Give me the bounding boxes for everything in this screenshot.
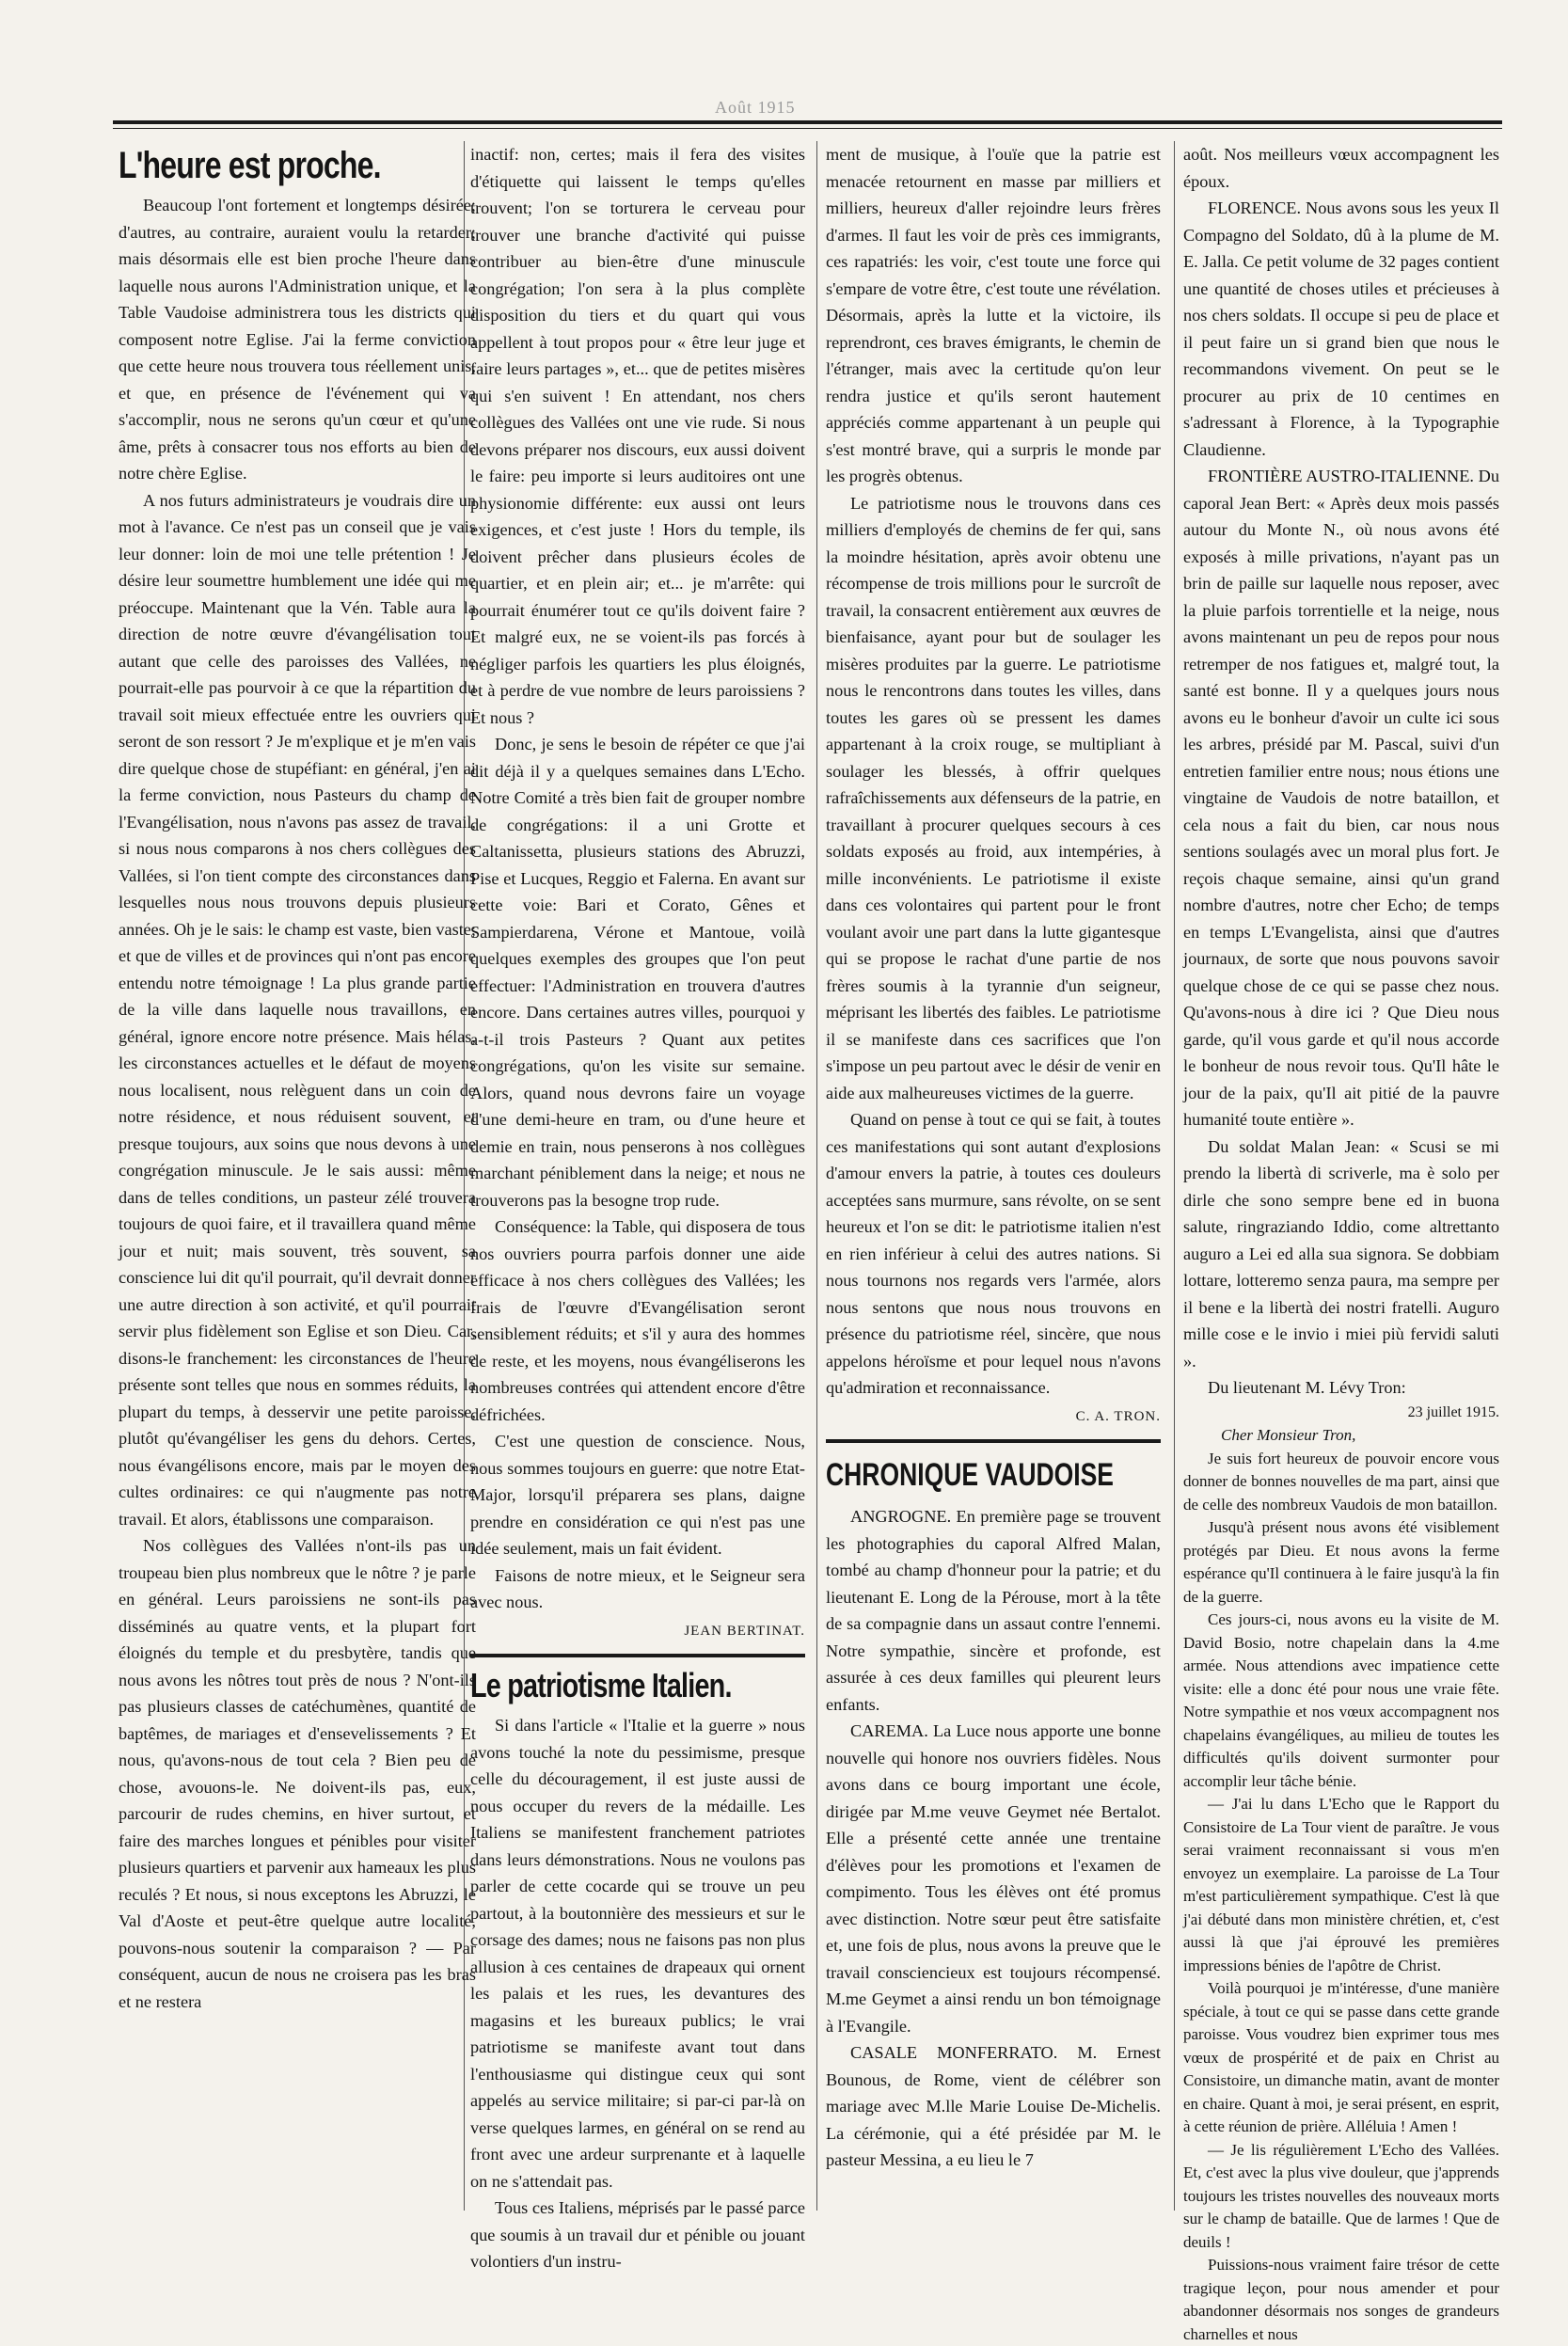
column-divider	[816, 141, 817, 2211]
paragraph: Beaucoup l'ont fortement et longtemps désirée; d'autres, au contraire, auraient voulu la retarder; mais désormais elle est bien proche l'heure dans laquelle nous aurons l'Administration unique, et la Table Vaudoise administrera tous les districts qui composent notre Eglise. J'ai la ferme conviction que cette heure nous trouvera tous réellement unis, et que, en présence de l'événement qui va s'accomplir, nous ne serons qu'un cœur et qu'une âme, prêts à consacrer tous nos efforts au bien de notre chère Eglise.	[119, 192, 476, 487]
paragraph: C'est une question de conscience. Nous, nous sommes toujours en guerre: que notre Etat-Major, lorsqu'il préparera ses plans, daigne prendre en considération ce qui n'est pas une idée seulement, mais un fait évident.	[470, 1428, 805, 1562]
paragraph: CAREMA. La Luce nous apporte une bonne nouvelle qui honore nos ouvriers fidèles. Nous avons dans ce bourg important une école, dirigée par M.me veuve Geymet née Bertalot. Elle a présenté cette année une trentaine d'élèves pour les promotions et l'examen de compimento. Tous les élèves ont été promus avec distinction. Notre sœur peut être satisfaite et, une fois de plus, nous avons la preuve que le travail consciencieux est toujours récompensé. M.me Geymet a ainsi rendu un bon témoignage à l'Evangile.	[826, 1718, 1161, 2039]
paragraph: Faisons de notre mieux, et le Seigneur sera avec nous.	[470, 1562, 805, 1616]
paragraph: Donc, je sens le besoin de répéter ce que j'ai dit déjà il y a quelques semaines dans L'Echo. Notre Comité a très bien fait de grouper nombre de congrégations: il a uni Grotte et Caltanissetta, plusieurs stations des Abruzzi, Pise et Lucques, Reggio et Falerna. En avant sur cette voie: Bari et Corato, Gênes et Sampierdarena, Vérone et Mantoue, voilà quelques exemples des groupes que l'on peut effectuer: l'Administration en trouvera d'autres encore. Dans certaines autres villes, pourquoi y a-t-il trois Pasteurs ? Quant aux petites congrégations, qu'on les visite sur semaine. Alors, quand nous devrons faire un voyage d'une demi-heure en tram, ou d'une heure et demie en train, nous penserons à nos collègues marchant péniblement dans la neige; et nous ne trouverons pas la besogne trop rude.	[470, 731, 805, 1213]
section-rule	[826, 1439, 1161, 1443]
title-rule	[470, 1654, 805, 1657]
letter-date: 23 juillet 1915.	[1183, 1402, 1499, 1425]
paragraph: Tous ces Italiens, méprisés par le passé parce que soumis à un travail dur et pénible ou jouant volontiers d'un instru-	[470, 2195, 805, 2275]
column-4	[1183, 141, 1499, 2211]
signature: C. A. TRON.	[826, 1403, 1161, 1431]
paragraph: FRONTIÈRE AUSTRO-ITALIENNE. Du caporal Jean Bert: « Après deux mois passés autour du Monte N., où nous avons été exposés à mille privations, n'ayant pas un brin de paille sur laquelle nous reposer, avec la pluie parfois torrentielle et la neige, nous avons maintenant un peu de repos pour nous retremper de nos fatigues et, malgré tout, la santé est bonne. Il y a quelques jours nous avons eu le bonheur d'avoir un culte ici sous les arbres, présidé par M. Pascal, suivi d'un entretien familier entre nous; nous étions une vingtaine de Vaudois de notre bataillon, et cela nous a fait du bien, car nous nous sentions soulagés avec un moral plus fort. Je reçois chaque semaine, ainsi qu'un grand nombre d'autres, notre cher Echo; de temps en temps L'Evangelista, ainsi que d'autres journaux, de sorte que nous pouvons savoir quelque chose de ce qui se passe chez nous. Qu'avons-nous à dire ici ? Que Dieu nous garde, qu'il vous garde et qu'il nous accorde le bonheur de nous revoir tous. Qu'Il hâte le jour de la paix, qu'Il ait pitié de la pauvre humanité toute entière ».	[1183, 463, 1499, 1133]
paragraph: — Je lis régulièrement L'Echo des Vallées. Et, c'est avec la plus vive douleur, que j'apprends toujours les tristes nouvelles des nouveaux morts sur le champ de bataille. Que de larmes ! Que de deuils !	[1183, 2139, 1499, 2255]
paragraph: CASALE MONFERRATO. M. Ernest Bounous, de Rome, vient de célébrer son mariage avec M.lle Marie Louise De-Michelis. La cérémonie, qui a été présidée par M. le pasteur Messina, a eu lieu le 7	[826, 2039, 1161, 2174]
paragraph: Conséquence: la Table, qui disposera de tous nos ouvriers pourra parfois donner une aide efficace à nos chers collègues des Vallées; les frais de l'œuvre d'Evangélisation seront sensiblement réduits; et s'il y aura des hommes de reste, et les moyens, nous évangéliserons les nombreuses contrées qui attendent encore d'être défrichées.	[470, 1213, 805, 1428]
letter-salutation: Cher Monsieur Tron,	[1183, 1424, 1499, 1448]
paragraph: Je suis fort heureux de pouvoir encore vous donner de bonnes nouvelles de ma part, ainsi que de celle des nombreux Vaudois de mon bataillon.	[1183, 1448, 1499, 1517]
paragraph: Jusqu'à présent nous avons été visiblement protégés par Dieu. Et nous avons la ferme espérance qu'Il continuera à le faire jusqu'à la fin de la guerre.	[1183, 1516, 1499, 1609]
paragraph: Voilà pourquoi je m'intéresse, d'une manière spéciale, à tout ce qui se passe dans cette grande paroisse. Vous voudrez bien exprimer tous mes vœux de prospérité et de paix en Christ au Consistoire, un dimanche matin, avant de monter en chaire. Quant à moi, je serai présent, en esprit, à cette réunion de prière. Alléluia ! Amen !	[1183, 1977, 1499, 2139]
paragraph: — J'ai lu dans L'Echo que le Rapport du Consistoire de La Tour vient de paraître. Je vous serai vraiment reconnaissant si vous m'en envoyez un exemplaire. La paroisse de La Tour m'est particulièrement sympathique. C'est là que j'ai débuté dans mon ministère chrétien, et, c'est aussi là que j'ai éprouvé les premières impressions bénies de l'apôtre de Christ.	[1183, 1793, 1499, 1977]
closing-line	[470, 1562, 805, 1616]
paragraph: inactif: non, certes; mais il fera des visites d'étiquette qui laissent le temps qu'elles trouvent; l'on se torturera le cerveau pour trouver une branche d'activité qui puisse contribuer au bien-être d'une minuscule congrégation; l'on sera à la plus complète disposition du tiers et du quart qui vous appellent à tout propos pour « être leur juge et faire leurs partages », et... que de petites misères qui s'en suivent ! En attendant, nos chers collègues des Vallées ont une vie rude. Si nous devons préparer nos discours, eux aussi doivent le faire: peu importe si leurs auditoires ont une physionomie différente: eux aussi ont leurs exigences, et c'est juste ! Hors du temple, ils doivent prêcher dans plusieurs écoles de quartier, et en plein air; et... je m'arrête: qui pourrait énumérer tout ce qu'ils doivent faire ? Et malgré eux, ne se voient-ils pas forcés à négliger parfois les quartiers les plus éloignés, et à perdre de vue nombre de leurs paroissiens ? Et nous ?	[470, 141, 805, 731]
column-divider	[1174, 141, 1175, 2211]
column-2	[470, 141, 805, 2211]
paragraph: Puissions-nous vraiment faire trésor de cette tragique leçon, pour nous amender et pour abandonner désormais nos songes de grandeurs charnelles et nous	[1183, 2254, 1499, 2346]
column-1	[119, 141, 476, 2211]
paragraph: Quand on pense à tout ce qui se fait, à toutes ces manifestations qui sont autant d'explosions d'amour envers la patrie, à toutes ces douleurs acceptées sans murmure, sans révolte, on se sent heureux et l'on se dit: le patriotisme italien n'est en rien inférieur à celui des autres nations. Si nous tournons nos regards vers l'armée, alors nous sentons que nous nous trouvons en présence du patriotisme réel, sincère, que nous appelons héroïsme et pour lequel nous n'avons qu'admiration et reconnaissance.	[826, 1106, 1161, 1402]
paragraph: ANGROGNE. En première page se trouvent les photographies du caporal Alfred Malan, tombé au champ d'honneur pour la patrie; et du lieutenant E. Long de la Pérouse, mort à la tête de sa compagnie dans un assaut contre l'ennemi. Notre sympathie, sincère et profonde, est assurée à ces deux familles qui pleurent leurs enfants.	[826, 1503, 1161, 1718]
paragraph: août. Nos meilleurs vœux accompagnent les époux.	[1183, 141, 1499, 195]
paragraph: ment de musique, à l'ouïe que la patrie est menacée retournent en masse par milliers et milliers, heureux d'aller rejoindre leurs frères d'armes. Il faut les voir de près ces immigrants, ces rapatriés: les voir, c'est toute une force qui s'empare de votre être, c'est toute une révélation. Désormais, après la lutte et la victoire, ils reprendront, ces braves émigrants, le chemin de l'étranger, mais avec la certitude qu'on leur rendra justice et qu'ils seront hautement appréciés comme appartenant à un peuple qui s'est montré brave, qui a surpris le monde par les progrès obtenus.	[826, 141, 1161, 490]
paragraph: Si dans l'article « l'Italie et la guerre » nous avons touché la note du pessimisme, presque celle du découragement, il est juste aussi de nous occuper du revers de la médaille. Les Italiens se manifestent franchement patriotes dans leurs démonstrations. Nous ne voulons pas parler de cette cocarde qui se trouve un peu partout, à la boutonnière des messieurs et sur le corsage des dames; nous ne faisons pas non plus allusion à ces centaines de drapeaux qui ornent les palais et les rues, les devantures des magasins et les bureaux publics; le vrai patriotisme se manifeste avant tout dans l'enthousiasme qui distingue ceux qui sont appelés au service militaire; si par-ci par-là on verse quelques larmes, en général on se rend au front avec une ardeur surprenante et à laquelle on ne s'attendait pas.	[470, 1712, 805, 2195]
header-rule-thin	[113, 128, 1502, 129]
paragraph: FLORENCE. Nous avons sous les yeux Il Compagno del Soldato, dû à la plume de M. E. Jalla. Ce petit volume de 32 pages contient une quantité de choses utiles et précieuses à nos chers soldats. Il occupe si peu de place et il peut faire un si grand bien que nous le recommandons vivement. On peut se le procurer au prix de 10 centimes en s'adressant à Florence, à la Typographie Claudienne.	[1183, 195, 1499, 463]
letter-intro: Du lieutenant M. Lévy Tron:	[1183, 1374, 1499, 1402]
paragraph: Du soldat Malan Jean: « Scusi se mi prendo la libertà di scriverle, ma è solo per dirle che sono sempre bene ed in buona salute, ringraziando Iddio, come altrettanto auguro a Lei ed alla sua signora. Se dobbiam lottare, lotteremo senza paura, ma sempre per il bene e la libertà dei nostri fratelli. Auguro mille cose e le invio i miei più fervidi saluti ».	[1183, 1133, 1499, 1375]
paragraph: Ces jours-ci, nous avons eu la visite de M. David Bosio, notre chapelain dans la 4.me armée. Nous attendions avec impatience cette visite: elle a donc été pour nous une vraie fête. Notre sympathie et nos vœux accompagnent nos chapelains évangéliques, au milieu de toutes les difficultés qu'ils doivent surmonter pour accomplir leur tâche bénie.	[1183, 1609, 1499, 1793]
header-rule	[113, 120, 1502, 124]
header-date: Août 1915	[715, 98, 796, 118]
section-title: CHRONIQUE VAUDOISE	[826, 1452, 1087, 1498]
paragraph: A nos futurs administrateurs je voudrais dire un mot à l'avance. Ce n'est pas un conseil que je vais leur donner: loin de moi une telle prétention ! Je désire leur soumettre humblement une idée qui me préoccupe. Maintenant que la Vén. Table aura la direction de notre œuvre d'évangélisation tout autant que celle des paroisses des Vallées, ne pourrait-elle pas pourvoir à ce que la répartition du travail soit mieux effectuée entre les ouvriers qui seront de son ressort ? Je m'explique et je m'en vais dire quelque chose de stupéfiant: en général, j'en ai la ferme conviction, nous Pasteurs du champ de l'Evangélisation, nous n'avons pas assez de travail, si nous nous comparons à nos chers collègues des Vallées, si l'on tient compte des circonstances dans lesquelles nous nous trouvons depuis plusieurs années. Oh je le sais: le champ est vaste, bien vaste; et que de villes et de provinces qui n'ont pas encore entendu notre témoignage ! La plus grande partie de la ville dans laquelle nous travaillons, en général, ignore encore notre présence. Mais hélas, les circonstances actuelles et le défaut de moyens nous localisent, nous relèguent dans un coin de notre résidence, et nous réduisent souvent, et presque toujours, aux soins que nous devons à une congrégation minuscule. Je le sais aussi: même dans de telles conditions, un pasteur zélé trouvera toujours de quoi faire, et il travaillera quand même jour et nuit; mais souvent, très souvent, sa conscience lui dit qu'il pourrait, qu'il devrait donner une autre direction à son activité, et qu'il pourrait servir plus fidèlement son Eglise et son Dieu. Car, disons-le franchement: les circonstances de l'heure présente sont telles que nous en sommes réduits, la plupart du temps, à desservir une petite paroisse, plutôt qu'évangéliser les gens du dehors. Certes, nous évangélisons encore, mais par le moyen des cultes ordinaires: ce qui n'augmente pas notre travail. Et alors, établissons une comparaison.	[119, 487, 476, 1533]
letter	[1183, 1402, 1499, 2346]
paragraph: Le patriotisme nous le trouvons dans ces milliers d'employés de chemins de fer qui, sans la moindre hésitation, après avoir obtenu une récompense de trois millions pour le surcroît de travail, la consacrent entièrement aux œuvres de bienfaisance, ayant pour but de soulager les misères produites par la guerre. Le patriotisme nous le rencontrons dans toutes les villes, dans toutes les gares où se pressent les dames appartenant à la croix rouge, se multipliant à soulager les blessés, à offrir quelques rafraîchissements aux défenseurs de la patrie, en travaillant à procurer quelques secours à ces soldats exposés au froid, aux intempéries, à mille inconvénients. Le patriotisme il existe dans ces volontaires qui partent pour le front voulant avoir une part dans la lutte gigantesque qui se propose le rachat d'une partie de nos frères soumis à la tyrannie d'un seigneur, méprisant les libertés des faibles. Le patriotisme il se manifeste dans ces sacrifices que l'on s'impose un peu partout avec le désir de venir en aide aux malheureuses victimes de la guerre.	[826, 490, 1161, 1107]
paragraph: Nos collègues des Vallées n'ont-ils pas un troupeau bien plus nombreux que le nôtre ? je parle en général. Leurs paroissiens ne sont-ils pas disséminés au quatre vents, et la plupart fort éloignés du temple et du presbytère, tandis que nous avons les nôtres tout près de nous ? N'ont-ils pas plusieurs classes de catéchumènes, quantité de baptêmes, de mariages et d'ensevelissements ? Et nous, qu'avons-nous de tout cela ? Bien peu de chose, avouons-le. Ne doivent-ils pas, eux, parcourir de rudes chemins, en hiver surtout, et faire des marches longues et pénibles pour visiter plusieurs quartiers et parvenir aux hameaux les plus reculés ? Et nous, si nous exceptons les Abruzzi, le Val d'Aoste et peut-être quelque autre localité, pouvons-nous soutenir la comparaison ? — Par conséquent, aucun de nous ne croisera pas les bras et ne restera	[119, 1532, 476, 2015]
article-title: Le patriotisme Italien.	[470, 1663, 738, 1708]
signature: JEAN BERTINAT.	[470, 1618, 805, 1645]
article-title: L'heure est proche.	[119, 141, 404, 190]
column-3	[826, 141, 1161, 2211]
